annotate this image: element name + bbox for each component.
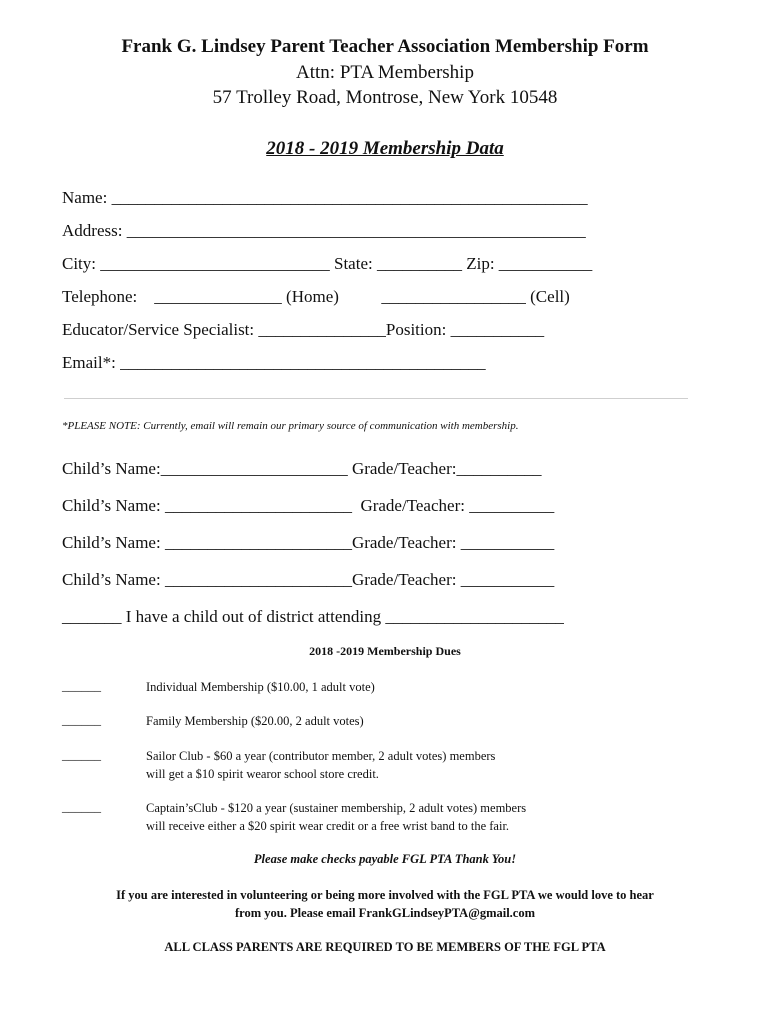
dues-checkbox-family[interactable]: ______ bbox=[62, 712, 101, 727]
dues-checkbox-individual[interactable]: ______ bbox=[62, 678, 101, 693]
name-field[interactable]: Name: ________________________________________________________ bbox=[62, 188, 588, 207]
telephone-field[interactable]: Telephone: _______________ (Home) _________________ (Cell) bbox=[62, 287, 570, 306]
section-title: 2018 - 2019 Membership Data bbox=[266, 138, 504, 159]
volunteer-line-2: from you. Please email FrankGLindseyPTA@gmail.com bbox=[234, 906, 536, 920]
attn-line: Attn: PTA Membership bbox=[296, 62, 474, 83]
email-field[interactable]: Email*: ___________________________________________ bbox=[62, 353, 486, 372]
dues-desc-captain-line1: Captain’sClub - $120 a year (sustainer membership, 2 adult votes) members bbox=[146, 801, 527, 815]
child-name-field-1[interactable]: Child’s Name:______________________ Grade/Teacher:__________ bbox=[62, 459, 542, 478]
child-name-field-3[interactable]: Child’s Name: ______________________Grade/Teacher: ___________ bbox=[62, 533, 555, 552]
city-state-zip-field[interactable]: City: ___________________________ State: __________ Zip: ___________ bbox=[62, 254, 593, 273]
divider bbox=[64, 398, 688, 399]
mailing-address: 57 Trolley Road, Montrose, New York 10548 bbox=[212, 87, 558, 108]
child-name-field-2[interactable]: Child’s Name: ______________________ Grade/Teacher: __________ bbox=[62, 496, 555, 515]
class-parents-requirement: ALL CLASS PARENTS ARE REQUIRED TO BE MEMBERS OF THE FGL PTA bbox=[164, 940, 606, 954]
educator-position-field[interactable]: Educator/Service Specialist: _______________Position: ___________ bbox=[62, 320, 545, 339]
form-title: Frank G. Lindsey Parent Teacher Association Membership Form bbox=[121, 36, 649, 57]
dues-title: 2018 -2019 Membership Dues bbox=[309, 644, 461, 658]
dues-desc-captain-line2: will receive either a $20 spirit wear credit or a free wrist band to the fair. bbox=[146, 819, 510, 833]
payable-note: Please make checks payable FGL PTA Thank You! bbox=[253, 852, 517, 866]
dues-desc-sailor-line2: will get a $10 spirit wearor school store credit. bbox=[146, 767, 379, 781]
dues-desc-family: Family Membership ($20.00, 2 adult votes) bbox=[146, 714, 364, 728]
dues-checkbox-captain[interactable]: ______ bbox=[62, 799, 101, 814]
dues-checkbox-sailor[interactable]: ______ bbox=[62, 747, 101, 762]
child-name-field-4[interactable]: Child’s Name: ______________________Grade/Teacher: ___________ bbox=[62, 570, 555, 589]
dues-desc-individual: Individual Membership ($10.00, 1 adult vote) bbox=[146, 680, 375, 694]
email-note: *PLEASE NOTE: Currently, email will remain our primary source of communication with membership. bbox=[62, 420, 519, 432]
volunteer-line-1: If you are interested in volunteering or being more involved with the FGL PTA we would love to hear bbox=[116, 888, 654, 902]
address-field[interactable]: Address: ______________________________________________________ bbox=[62, 221, 586, 240]
out-of-district-field[interactable]: _______ I have a child out of district attending _____________________ bbox=[62, 607, 564, 626]
dues-desc-sailor-line1: Sailor Club - $60 a year (contributor member, 2 adult votes) members bbox=[146, 749, 496, 763]
